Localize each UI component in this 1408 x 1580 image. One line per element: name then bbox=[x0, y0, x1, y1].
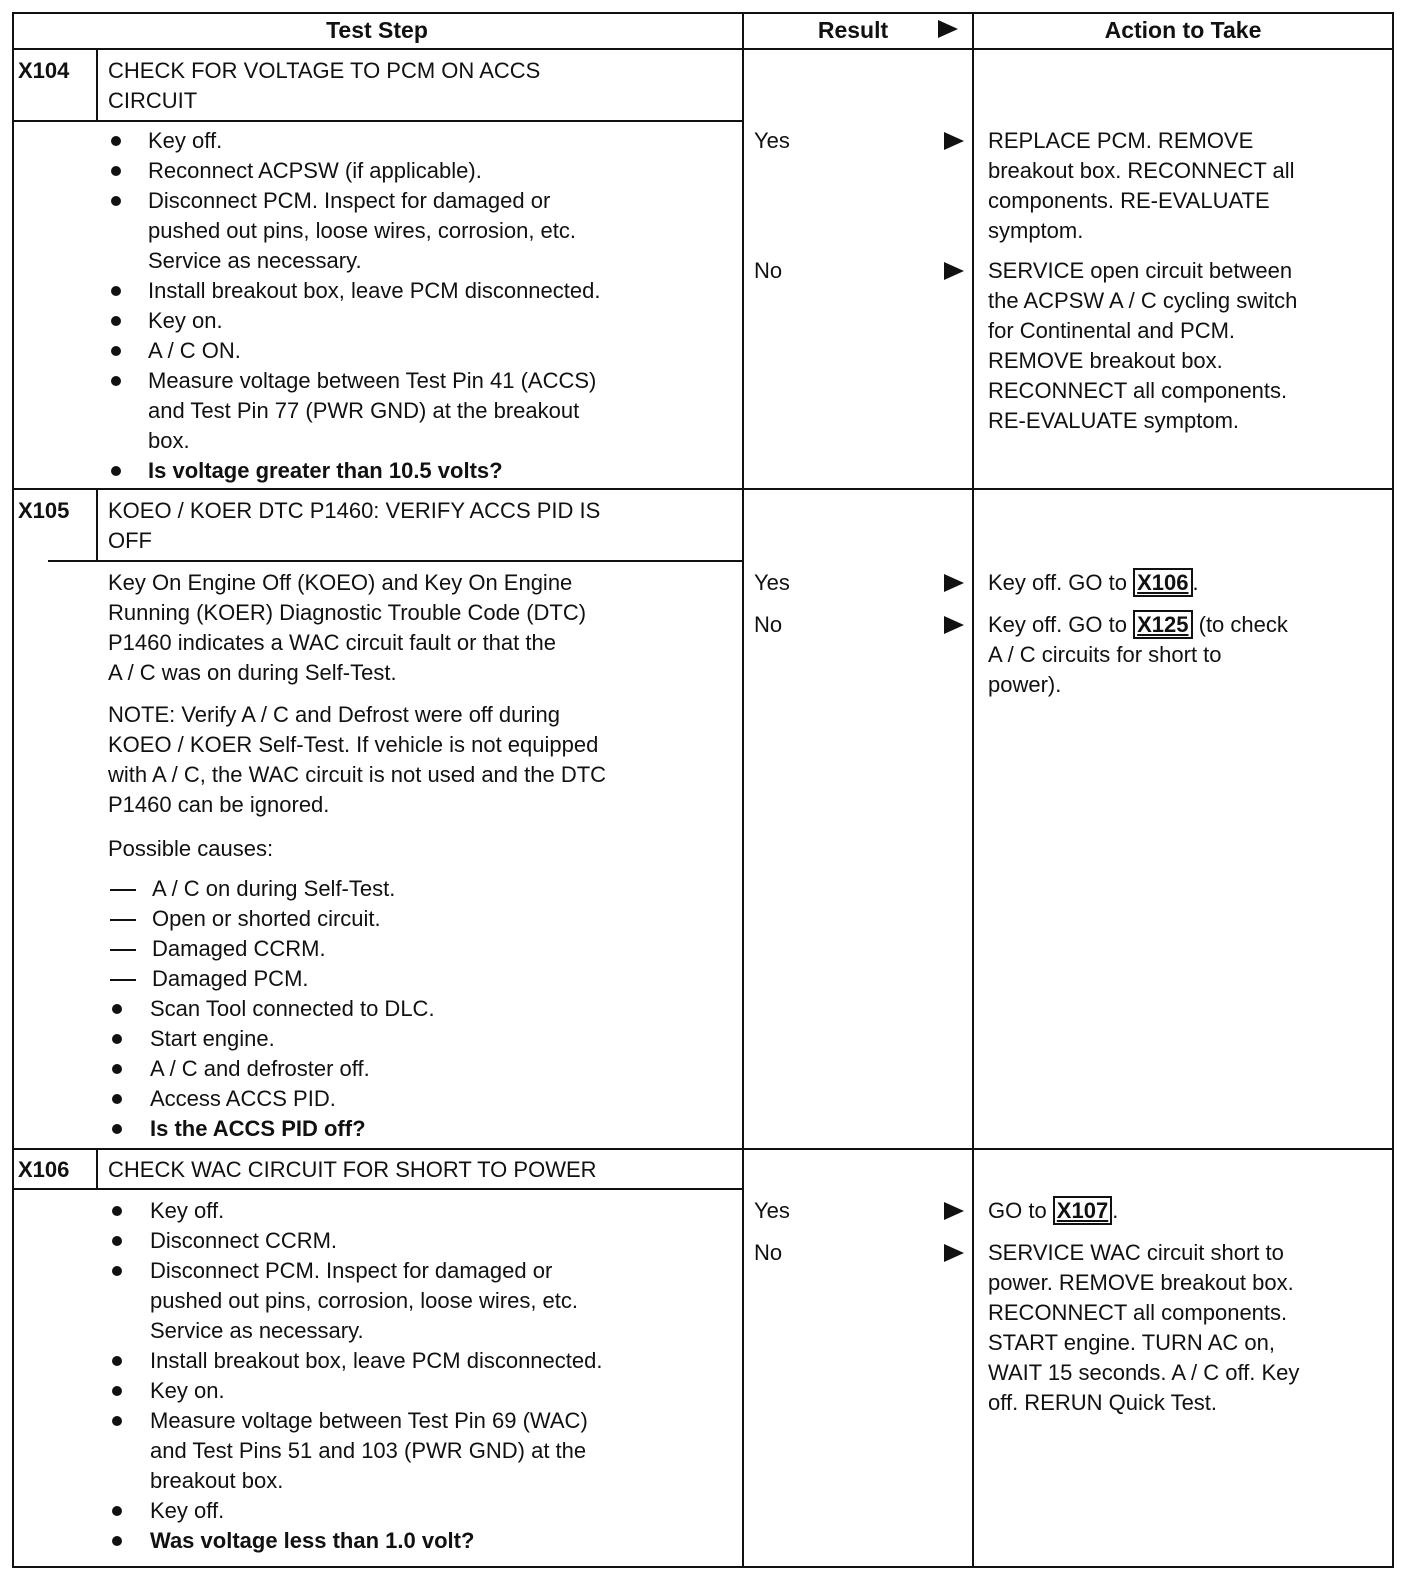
ref-text: X106 bbox=[1137, 570, 1189, 595]
bullet-icon bbox=[112, 1206, 122, 1216]
step-title: CHECK WAC CIRCUIT FOR SHORT TO POWER bbox=[108, 1157, 597, 1182]
bullet-icon bbox=[112, 1356, 122, 1366]
table-border-bottom bbox=[12, 1566, 1394, 1568]
bullet-icon bbox=[111, 346, 121, 356]
step-bullet: Key on. bbox=[150, 1378, 225, 1403]
action-text: off. RERUN Quick Test. bbox=[988, 1390, 1218, 1415]
result-arrow-icon bbox=[944, 262, 964, 280]
result-arrow-icon bbox=[944, 574, 964, 592]
step-note: KOEO / KOER Self-Test. If vehicle is not equipped bbox=[108, 732, 599, 757]
step-title: OFF bbox=[108, 528, 152, 553]
cause-item: Damaged CCRM. bbox=[152, 936, 326, 961]
step-bullet: Access ACCS PID. bbox=[150, 1086, 336, 1111]
action-text: WAIT 15 seconds. A / C off. Key bbox=[988, 1360, 1300, 1385]
table-border-right bbox=[1392, 12, 1394, 1568]
action-text: the ACPSW A / C cycling switch bbox=[988, 288, 1298, 313]
title-divider bbox=[48, 560, 742, 562]
step-note: NOTE: Verify A / C and Defrost were off during bbox=[108, 702, 561, 727]
step-divider bbox=[12, 1148, 1394, 1150]
step-title: KOEO / KOER DTC P1460: VERIFY ACCS PID IS bbox=[108, 498, 601, 523]
ref-link-x106[interactable] bbox=[1133, 568, 1192, 597]
action-text: . bbox=[1192, 570, 1199, 595]
id-divider bbox=[96, 1150, 98, 1190]
step-title: CIRCUIT bbox=[108, 88, 198, 113]
id-divider bbox=[96, 490, 98, 562]
result-label: No bbox=[754, 258, 783, 283]
action-text: REMOVE breakout box. bbox=[988, 348, 1223, 373]
ref-text: X107 bbox=[1056, 1198, 1109, 1223]
title-divider bbox=[12, 1188, 742, 1190]
action-line bbox=[988, 610, 1288, 640]
step-id: X105 bbox=[18, 498, 70, 523]
id-divider bbox=[96, 50, 98, 122]
step-bullet: Key on. bbox=[148, 308, 223, 333]
step-bullet: Disconnect PCM. Inspect for damaged or bbox=[148, 188, 551, 213]
action-text: SERVICE WAC circuit short to bbox=[988, 1240, 1284, 1265]
bullet-icon bbox=[111, 376, 121, 386]
cause-item: Damaged PCM. bbox=[152, 966, 309, 991]
header-divider bbox=[12, 48, 1394, 50]
causes-label: Possible causes: bbox=[108, 836, 274, 861]
action-text: GO to bbox=[988, 1198, 1053, 1223]
bullet-icon bbox=[112, 1004, 122, 1014]
step-bullet: pushed out pins, loose wires, corrosion, etc. bbox=[148, 218, 577, 243]
step-bullet: Service as necessary. bbox=[148, 248, 362, 273]
result-arrow-icon bbox=[944, 616, 964, 634]
cause-item: A / C on during Self-Test. bbox=[152, 876, 396, 901]
bullet-icon bbox=[112, 1236, 122, 1246]
step-bullet: breakout box. bbox=[150, 1468, 284, 1493]
title-divider bbox=[12, 120, 742, 122]
bullet-icon bbox=[112, 1094, 122, 1104]
step-bullet: Start engine. bbox=[150, 1026, 275, 1051]
table-border-top bbox=[12, 12, 1394, 14]
step-bullet: pushed out pins, corrosion, loose wires, etc. bbox=[150, 1288, 579, 1313]
action-text: symptom. bbox=[988, 218, 1084, 243]
step-title: CHECK FOR VOLTAGE TO PCM ON ACCS bbox=[108, 58, 541, 83]
dash-icon bbox=[110, 889, 136, 891]
action-line bbox=[988, 568, 1199, 598]
step-question: Is the ACCS PID off? bbox=[150, 1116, 366, 1141]
header-test-step: Test Step bbox=[326, 17, 428, 43]
bullet-icon bbox=[111, 136, 121, 146]
cause-item: Open or shorted circuit. bbox=[152, 906, 381, 931]
step-id: X106 bbox=[18, 1157, 70, 1182]
step-bullet: and Test Pins 51 and 103 (PWR GND) at the bbox=[150, 1438, 587, 1463]
step-bullet: box. bbox=[148, 428, 190, 453]
action-text: SERVICE open circuit between bbox=[988, 258, 1293, 283]
bullet-icon bbox=[112, 1064, 122, 1074]
bullet-icon bbox=[111, 166, 121, 176]
action-text: power). bbox=[988, 672, 1062, 697]
action-text: RECONNECT all components. bbox=[988, 1300, 1288, 1325]
result-label: Yes bbox=[754, 128, 790, 153]
step-bullet: Key off. bbox=[150, 1198, 225, 1223]
step-note: P1460 can be ignored. bbox=[108, 792, 330, 817]
result-arrow-icon bbox=[944, 1202, 964, 1220]
bullet-icon bbox=[112, 1416, 122, 1426]
diagnostic-table bbox=[12, 12, 1394, 1568]
header-action: Action to Take bbox=[1104, 17, 1262, 43]
action-text: REPLACE PCM. REMOVE bbox=[988, 128, 1254, 153]
action-text: power. REMOVE breakout box. bbox=[988, 1270, 1294, 1295]
bullet-icon bbox=[111, 286, 121, 296]
step-bullet: Install breakout box, leave PCM disconnected. bbox=[150, 1348, 603, 1373]
action-text: breakout box. RECONNECT all bbox=[988, 158, 1295, 183]
step-bullet: Disconnect CCRM. bbox=[150, 1228, 338, 1253]
ref-text: X125 bbox=[1137, 612, 1189, 637]
bullet-icon bbox=[111, 316, 121, 326]
dash-icon bbox=[110, 919, 136, 921]
step-bullet: Scan Tool connected to DLC. bbox=[150, 996, 435, 1021]
step-bullet: Reconnect ACPSW (if applicable). bbox=[148, 158, 482, 183]
action-text: components. RE-EVALUATE bbox=[988, 188, 1270, 213]
action-text: RECONNECT all components. bbox=[988, 378, 1288, 403]
bullet-icon bbox=[112, 1536, 122, 1546]
action-text: Key off. GO to bbox=[988, 612, 1134, 637]
step-bullet: Install breakout box, leave PCM disconnected. bbox=[148, 278, 601, 303]
bullet-icon bbox=[112, 1266, 122, 1276]
step-bullet: Measure voltage between Test Pin 69 (WAC) bbox=[150, 1408, 588, 1433]
bullet-icon bbox=[111, 466, 121, 476]
result-label: No bbox=[754, 612, 783, 637]
step-bullet: and Test Pin 77 (PWR GND) at the breakout bbox=[148, 398, 580, 423]
dash-icon bbox=[110, 949, 136, 951]
action-text: START engine. TURN AC on, bbox=[988, 1330, 1275, 1355]
step-intro: Key On Engine Off (KOEO) and Key On Engine bbox=[108, 570, 573, 595]
bullet-icon bbox=[112, 1506, 122, 1516]
bullet-icon bbox=[111, 196, 121, 206]
action-text: . bbox=[1112, 1198, 1119, 1223]
bullet-icon bbox=[112, 1386, 122, 1396]
column-divider-action bbox=[972, 12, 974, 1568]
header-result: Result bbox=[817, 17, 889, 43]
result-label: Yes bbox=[754, 570, 790, 595]
ref-link-x125[interactable] bbox=[1133, 610, 1192, 639]
table-border-left bbox=[12, 12, 14, 1568]
bullet-icon bbox=[112, 1034, 122, 1044]
action-text: Key off. GO to bbox=[988, 570, 1134, 595]
dash-icon bbox=[110, 979, 136, 981]
action-text: RE-EVALUATE symptom. bbox=[988, 408, 1240, 433]
ref-link-x107[interactable] bbox=[1053, 1196, 1112, 1225]
step-intro: Running (KOER) Diagnostic Trouble Code (DTC) bbox=[108, 600, 587, 625]
result-arrow-icon bbox=[944, 1244, 964, 1262]
result-label: Yes bbox=[754, 1198, 790, 1223]
step-bullet: Measure voltage between Test Pin 41 (ACCS) bbox=[148, 368, 597, 393]
step-intro: P1460 indicates a WAC circuit fault or that the bbox=[108, 630, 556, 655]
step-bullet: Key off. bbox=[150, 1498, 225, 1523]
action-text: (to check bbox=[1192, 612, 1288, 637]
step-intro: A / C was on during Self-Test. bbox=[108, 660, 397, 685]
step-question: Was voltage less than 1.0 volt? bbox=[150, 1528, 475, 1553]
action-line bbox=[988, 1196, 1118, 1226]
step-bullet: A / C and defroster off. bbox=[150, 1056, 370, 1081]
result-arrow-icon bbox=[944, 132, 964, 150]
step-bullet: A / C ON. bbox=[148, 338, 241, 363]
column-divider-result bbox=[742, 12, 744, 1568]
step-divider bbox=[12, 488, 1394, 490]
action-text: A / C circuits for short to bbox=[988, 642, 1222, 667]
step-bullet: Disconnect PCM. Inspect for damaged or bbox=[150, 1258, 553, 1283]
bullet-icon bbox=[112, 1124, 122, 1134]
step-note: with A / C, the WAC circuit is not used and the DTC bbox=[108, 762, 607, 787]
step-bullet: Service as necessary. bbox=[150, 1318, 364, 1343]
step-bullet: Key off. bbox=[148, 128, 223, 153]
step-question: Is voltage greater than 10.5 volts? bbox=[148, 458, 503, 483]
header-arrow-icon bbox=[938, 20, 958, 38]
result-label: No bbox=[754, 1240, 783, 1265]
action-text: for Continental and PCM. bbox=[988, 318, 1236, 343]
step-id: X104 bbox=[18, 58, 70, 83]
